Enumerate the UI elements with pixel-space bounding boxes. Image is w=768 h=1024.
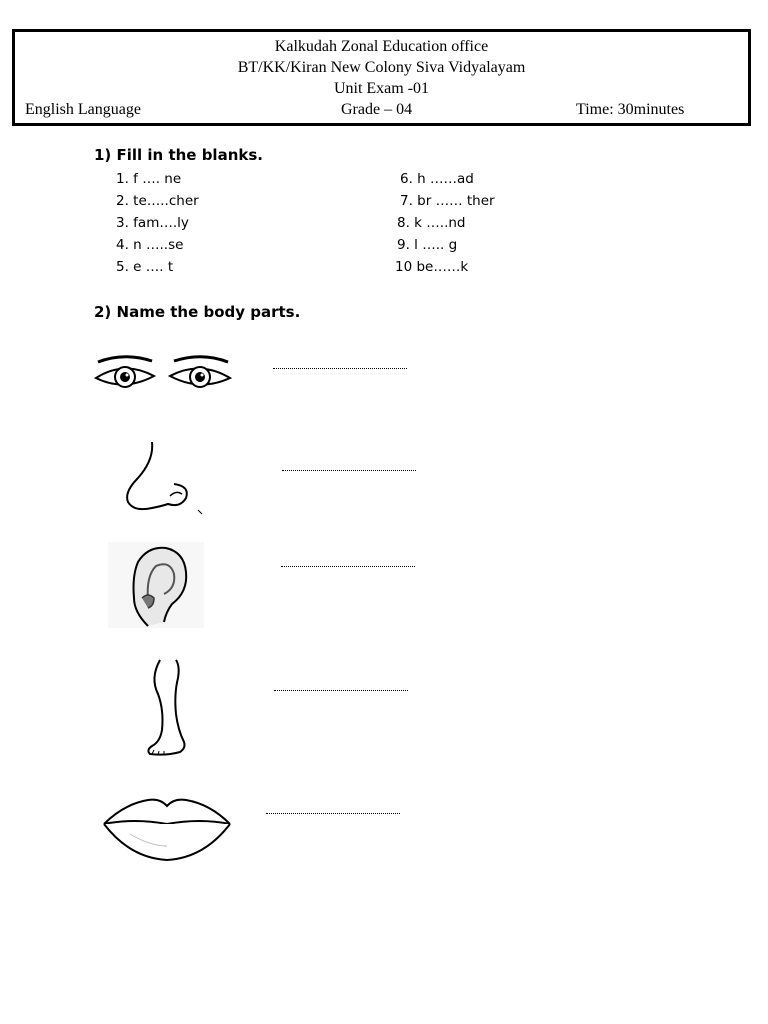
- eyes-icon: [92, 350, 234, 396]
- ear-icon: [108, 542, 204, 628]
- blank-item-9: 9. l ….. g: [397, 237, 458, 253]
- leg-icon: [140, 658, 200, 762]
- answer-line-5[interactable]: [266, 813, 400, 814]
- blank-item-4: 4. n …..se: [116, 237, 184, 253]
- answer-line-2[interactable]: [282, 470, 416, 471]
- time-label: Time: 30minutes: [576, 101, 685, 118]
- subject-label: English Language: [25, 101, 141, 118]
- blank-item-7: 7. br …… ther: [400, 193, 495, 209]
- blank-item-3: 3. fam….ly: [116, 215, 189, 231]
- grade-label: Grade – 04: [341, 101, 413, 118]
- answer-line-4[interactable]: [274, 690, 408, 691]
- question-1-title: 1) Fill in the blanks.: [94, 146, 263, 164]
- blank-item-2: 2. te…..cher: [116, 193, 199, 209]
- nose-icon: [118, 438, 208, 516]
- question-2-title: 2) Name the body parts.: [94, 303, 301, 321]
- blank-item-10: 10 be……k: [395, 259, 469, 275]
- blank-item-1: 1. f …. ne: [116, 171, 182, 187]
- exam-title: Unit Exam -01: [333, 80, 430, 97]
- blank-item-8: 8. k …..nd: [397, 215, 466, 231]
- blank-item-5: 5. e …. t: [116, 259, 174, 275]
- blank-item-6: 6. h ……ad: [400, 171, 474, 187]
- answer-line-1[interactable]: [273, 368, 407, 369]
- office-name: Kalkudah Zonal Education office: [274, 38, 489, 55]
- school-name: BT/KK/Kiran New Colony Siva Vidyalayam: [237, 59, 526, 76]
- answer-line-3[interactable]: [281, 566, 415, 567]
- exam-header: [12, 29, 751, 126]
- lips-icon: [100, 790, 234, 866]
